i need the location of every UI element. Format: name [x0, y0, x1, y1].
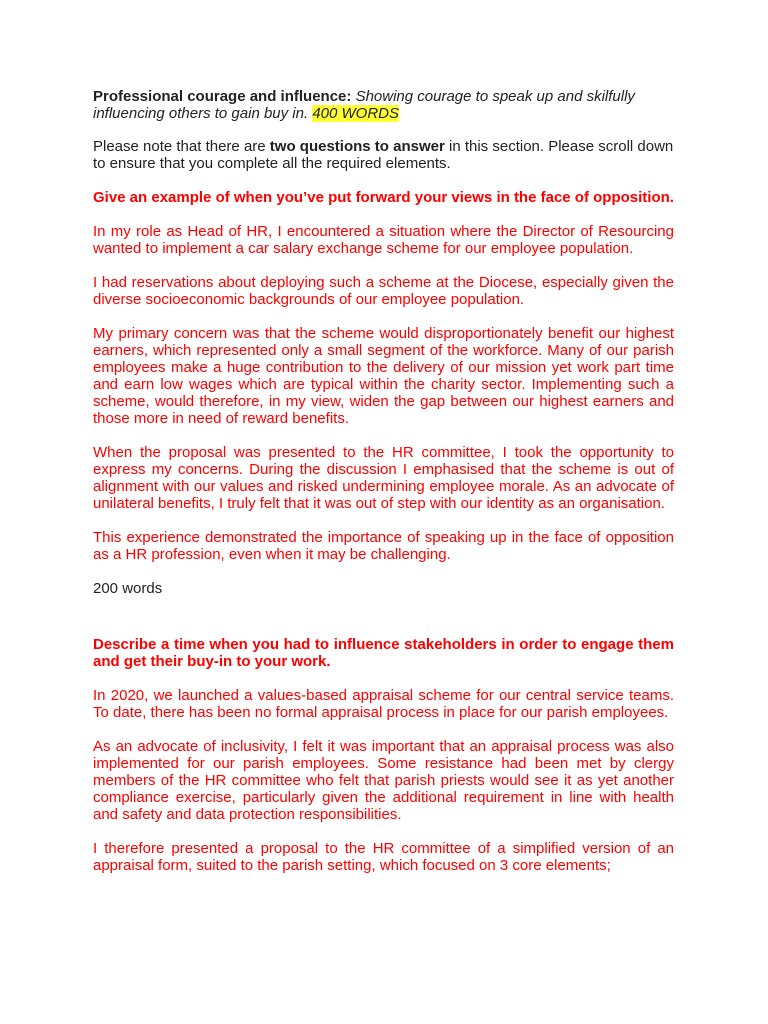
answer-1-paragraph: This experience demonstrated the importance of speaking up in the face of opposition as a HR profession, even when it may be challenging. — [93, 529, 674, 563]
section-description: Showing courage to speak up and skilfully influencing others to gain buy in. — [93, 88, 635, 122]
answer-1-paragraph: My primary concern was that the scheme would disproportionately benefit our highest earners, which represented only a small segment of the workforce. Many of our parish employees make a huge contribution to the delivery of our mission yet work part time and earn low wages which are typical within the charity sector. Implementing such a scheme, would therefore, in my view, widen the gap between our highest earners and those more in need of reward benefits. — [93, 325, 674, 427]
answer-1-paragraph: When the proposal was presented to the HR committee, I took the opportunity to express my concerns. During the discussion I emphasised that the scheme is out of alignment with our values and risked undermining employee morale. As an advocate of unilateral benefits, I truly felt that it was out of step with our identity as an organisation. — [93, 444, 674, 512]
answer-2-paragraph: As an advocate of inclusivity, I felt it was important that an appraisal process was also implemented for our parish employees. Some resistance had been met by clergy members of the HR committee who felt that parish priests would see it as yet another compliance exercise, particularly given the additional requirement in line with health and safety and data protection responsibilities. — [93, 738, 674, 823]
instruction-note — [93, 138, 674, 172]
document-body — [93, 88, 674, 891]
note-text-after: in this section. Please scroll down to ensure that you complete all the required elements. — [93, 138, 674, 172]
answer-2-paragraph: In 2020, we launched a values-based appraisal scheme for our central service teams. To date, there has been no formal appraisal process in place for our parish employees. — [93, 687, 674, 721]
answer-1-paragraph: In my role as Head of HR, I encountered a situation where the Director of Resourcing wanted to implement a car salary exchange scheme for our employee population. — [93, 223, 674, 257]
answer-2-paragraph: I therefore presented a proposal to the HR committee of a simplified version of an appraisal form, suited to the parish setting, which focused on 3 core elements; — [93, 840, 674, 874]
section-heading — [93, 88, 674, 122]
question-1-prompt: Give an example of when you’ve put forward your views in the face of opposition. — [93, 189, 674, 206]
note-emphasis: two questions to answer — [269, 138, 445, 155]
question-2-prompt: Describe a time when you had to influence stakeholders in order to engage them and get their buy-in to your work. — [93, 636, 674, 670]
note-text-before: Please note that there are — [93, 138, 266, 155]
section-title: Professional courage and influence: — [93, 88, 352, 105]
answer-1-word-count: 200 words — [93, 580, 163, 597]
word-limit-highlight: 400 WORDS — [312, 105, 400, 122]
answer-1-paragraph: I had reservations about deploying such a scheme at the Diocese, especially given the diverse socioeconomic backgrounds of our employee population. — [93, 274, 674, 308]
